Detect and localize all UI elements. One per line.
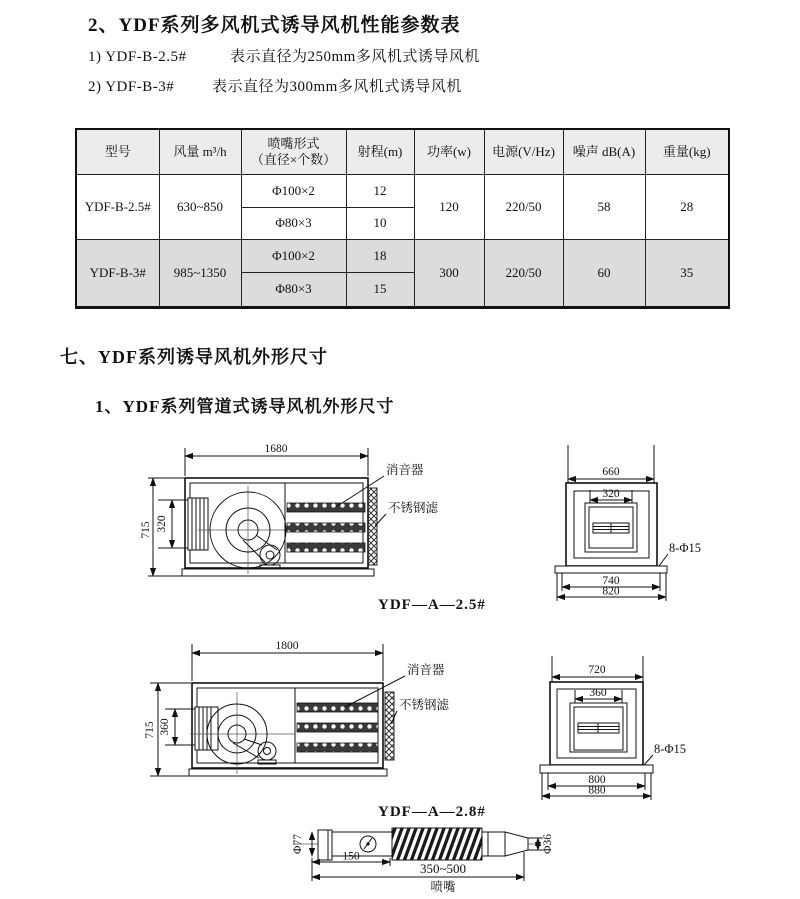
cell-nozzle: Φ100×2 — [241, 175, 346, 208]
drawing-front-view-2-5 — [535, 440, 750, 620]
cell-airflow: 985~1350 — [159, 240, 241, 308]
cell-nozzle: Φ80×3 — [241, 273, 346, 308]
caption-ydf-a-28: YDF—A—2.8# — [378, 804, 486, 820]
header-weight: 重量(kg) — [645, 129, 729, 175]
note-1 — [88, 45, 480, 66]
cell-noise: 58 — [563, 175, 645, 240]
dim-label: 1800 — [275, 640, 299, 652]
note-2 — [88, 75, 462, 96]
filter-strip — [368, 488, 377, 565]
performance-table — [75, 128, 730, 309]
dim-label: 150 — [342, 850, 360, 863]
header-airflow: 风量 m³/h — [159, 129, 241, 175]
dim-label: Φ36 — [542, 834, 554, 854]
drawing-side-view-2-5 — [140, 438, 470, 618]
label-filter — [391, 697, 450, 724]
cell-power: 300 — [414, 240, 484, 308]
dim-label: 360 — [159, 718, 171, 736]
dim-inlet-360 — [159, 709, 175, 745]
drawing-nozzle — [285, 818, 575, 899]
silencer-bars — [297, 703, 378, 752]
dim-label: 360 — [589, 687, 607, 699]
dim-label: 715 — [144, 721, 156, 739]
cell-range: 18 — [346, 240, 414, 273]
dim-top-720 — [552, 656, 643, 682]
cell-nozzle: Φ80×3 — [241, 208, 346, 240]
section2-heading: 2、YDF系列多风机式诱导风机性能参数表 — [88, 15, 461, 36]
header-range: 射程(m) — [346, 129, 414, 175]
svg-text:不锈钢滤: 不锈钢滤 — [399, 698, 450, 712]
label-mounting-holes — [659, 541, 701, 566]
svg-text:不锈钢滤: 不锈钢滤 — [388, 501, 439, 515]
dim-label: 320 — [602, 488, 620, 500]
header-nozzle-line2: （直径×个数） — [250, 152, 337, 167]
cell-model: YDF-B-2.5# — [76, 175, 159, 240]
note-2-desc: 表示直径为300mm多风机式诱导风机 — [212, 79, 462, 95]
cell-range: 12 — [346, 175, 414, 208]
cell-supply: 220/50 — [484, 240, 563, 308]
header-noise: 噪声 dB(A) — [563, 129, 645, 175]
dim-label: 800 — [588, 774, 606, 786]
note-1-code: 1) YDF-B-2.5# — [88, 49, 187, 65]
section7-heading: 七、YDF系列诱导风机外形尺寸 — [60, 347, 328, 367]
header-supply: 电源(V/Hz) — [484, 129, 563, 175]
dim-label: Φ77 — [292, 834, 304, 854]
svg-text:8-Φ15: 8-Φ15 — [654, 742, 687, 756]
silencer-bars — [287, 503, 365, 552]
table-row — [76, 240, 729, 273]
section7-sub-heading: 1、YDF系列管道式诱导风机外形尺寸 — [95, 397, 395, 416]
dim-label: 715 — [140, 521, 152, 539]
dim-label: 1680 — [264, 443, 288, 455]
dim-length-1680 — [185, 443, 368, 476]
dim-label: 350~500 — [419, 861, 467, 876]
drawing-side-view-2-8 — [140, 632, 480, 822]
header-power: 功率(w) — [414, 129, 484, 175]
caption-ydf-a-25: YDF—A—2.5# — [378, 597, 486, 613]
label-filter — [375, 500, 439, 526]
svg-text:消音器: 消音器 — [386, 463, 424, 477]
dim-label: 880 — [588, 784, 606, 797]
dim-label: 740 — [602, 575, 620, 587]
nozzle-tip — [482, 832, 528, 856]
cell-weight: 28 — [645, 175, 729, 240]
cell-weight: 35 — [645, 240, 729, 308]
header-model: 型号 — [76, 129, 159, 175]
cell-range: 15 — [346, 273, 414, 308]
cell-supply: 220/50 — [484, 175, 563, 240]
header-nozzle — [241, 129, 346, 175]
cell-model: YDF-B-3# — [76, 240, 159, 308]
svg-text:8-Φ15: 8-Φ15 — [669, 541, 702, 555]
table-header-row — [76, 129, 729, 175]
note-2-code: 2) YDF-B-3# — [88, 79, 175, 95]
dim-label: 660 — [602, 466, 620, 478]
flexible-hose — [392, 828, 482, 860]
dim-inner-320 — [590, 488, 632, 503]
cell-power: 120 — [414, 175, 484, 240]
cell-range: 10 — [346, 208, 414, 240]
dim-label: 820 — [602, 585, 620, 598]
nozzle-label: 喷嘴 — [430, 880, 456, 894]
label-mounting-holes — [644, 742, 686, 765]
drawing-front-view-2-8 — [515, 650, 750, 815]
note-1-desc: 表示直径为250mm多风机式诱导风机 — [230, 49, 480, 65]
svg-text:消音器: 消音器 — [407, 663, 445, 677]
cell-nozzle: Φ100×2 — [241, 240, 346, 273]
dim-length-1800 — [192, 640, 383, 681]
cell-airflow: 630~850 — [159, 175, 241, 240]
dim-inlet-320 — [156, 500, 172, 548]
header-nozzle-line1: 喷嘴形式 — [267, 135, 320, 151]
dim-top-660 — [568, 445, 654, 483]
dim-label: 720 — [588, 664, 606, 676]
cell-noise: 60 — [563, 240, 645, 308]
table-row — [76, 175, 729, 208]
fan-volute — [198, 486, 302, 574]
dim-label: 320 — [156, 515, 168, 533]
base-plate — [540, 765, 653, 773]
base-plate — [555, 566, 667, 573]
filter-strip — [385, 692, 394, 760]
